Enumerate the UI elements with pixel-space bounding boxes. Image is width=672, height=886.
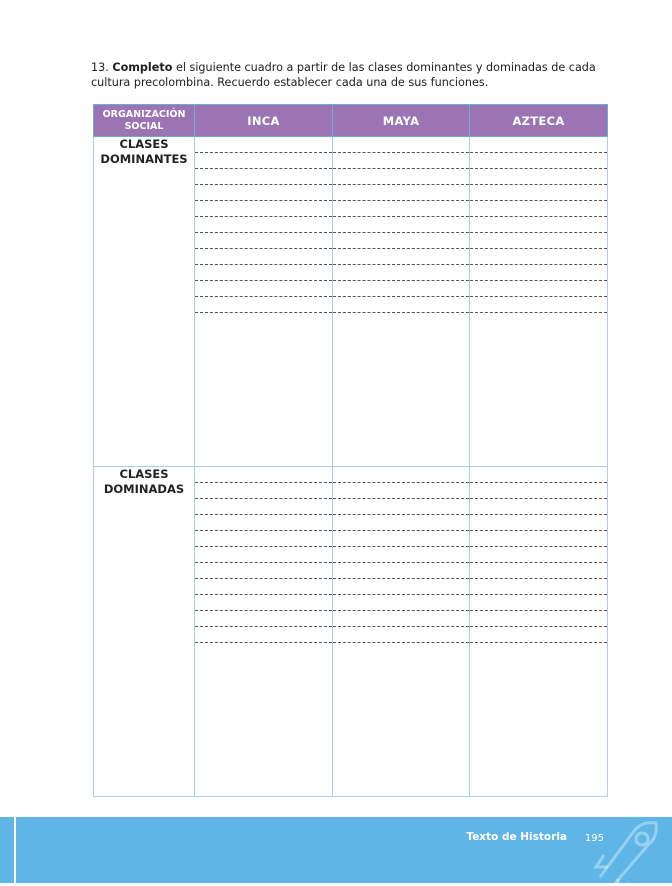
instruction-text: el siguiente cuadro a partir de las clases dominantes y dominadas de cada cultura precolombina. Recuerdo establecer cada una de sus funciones. — [91, 61, 596, 89]
footer-divider — [14, 817, 16, 883]
answer-cell-azteca-dominadas[interactable] — [470, 467, 608, 797]
row-clases-dominadas — [94, 467, 608, 797]
row-label-line2: DOMINANTES — [100, 152, 188, 166]
rocket-icon — [582, 817, 672, 883]
header-inca: INCA — [195, 105, 333, 137]
row-label-dominadas — [94, 467, 195, 797]
header-azteca: AZTECA — [470, 105, 608, 137]
row-label-line1: CLASES — [119, 137, 169, 151]
row-label-line2: DOMINADAS — [103, 482, 185, 496]
answer-line[interactable] — [195, 615, 332, 643]
header-organizacion-social — [94, 105, 195, 137]
page-number: 195 — [584, 833, 604, 844]
header-org-line2: SOCIAL — [124, 120, 164, 132]
row-label-dominantes — [94, 137, 195, 467]
instruction-bold-word: Completo — [112, 61, 173, 74]
header-org-line1: ORGANIZACIÓN — [102, 108, 186, 120]
footer-band — [0, 817, 672, 883]
header-maya: MAYA — [333, 105, 470, 137]
answer-cell-inca-dominadas[interactable] — [195, 467, 333, 797]
answer-cell-maya-dominantes[interactable] — [333, 137, 470, 467]
answer-line[interactable] — [195, 285, 332, 313]
answer-cell-maya-dominadas[interactable] — [333, 467, 470, 797]
answer-line[interactable] — [333, 285, 469, 313]
exercise-number: 13. — [91, 61, 109, 74]
answer-line[interactable] — [333, 615, 469, 643]
answer-cell-inca-dominantes[interactable] — [195, 137, 333, 467]
footer-book-title: Texto de Historia — [466, 831, 567, 843]
row-clases-dominantes — [94, 137, 608, 467]
answer-line[interactable] — [470, 615, 607, 643]
worksheet-table — [93, 104, 608, 797]
row-label-line1: CLASES — [119, 467, 169, 481]
header-row — [94, 105, 608, 137]
exercise-instruction — [91, 60, 621, 90]
answer-line[interactable] — [470, 285, 607, 313]
answer-cell-azteca-dominantes[interactable] — [470, 137, 608, 467]
